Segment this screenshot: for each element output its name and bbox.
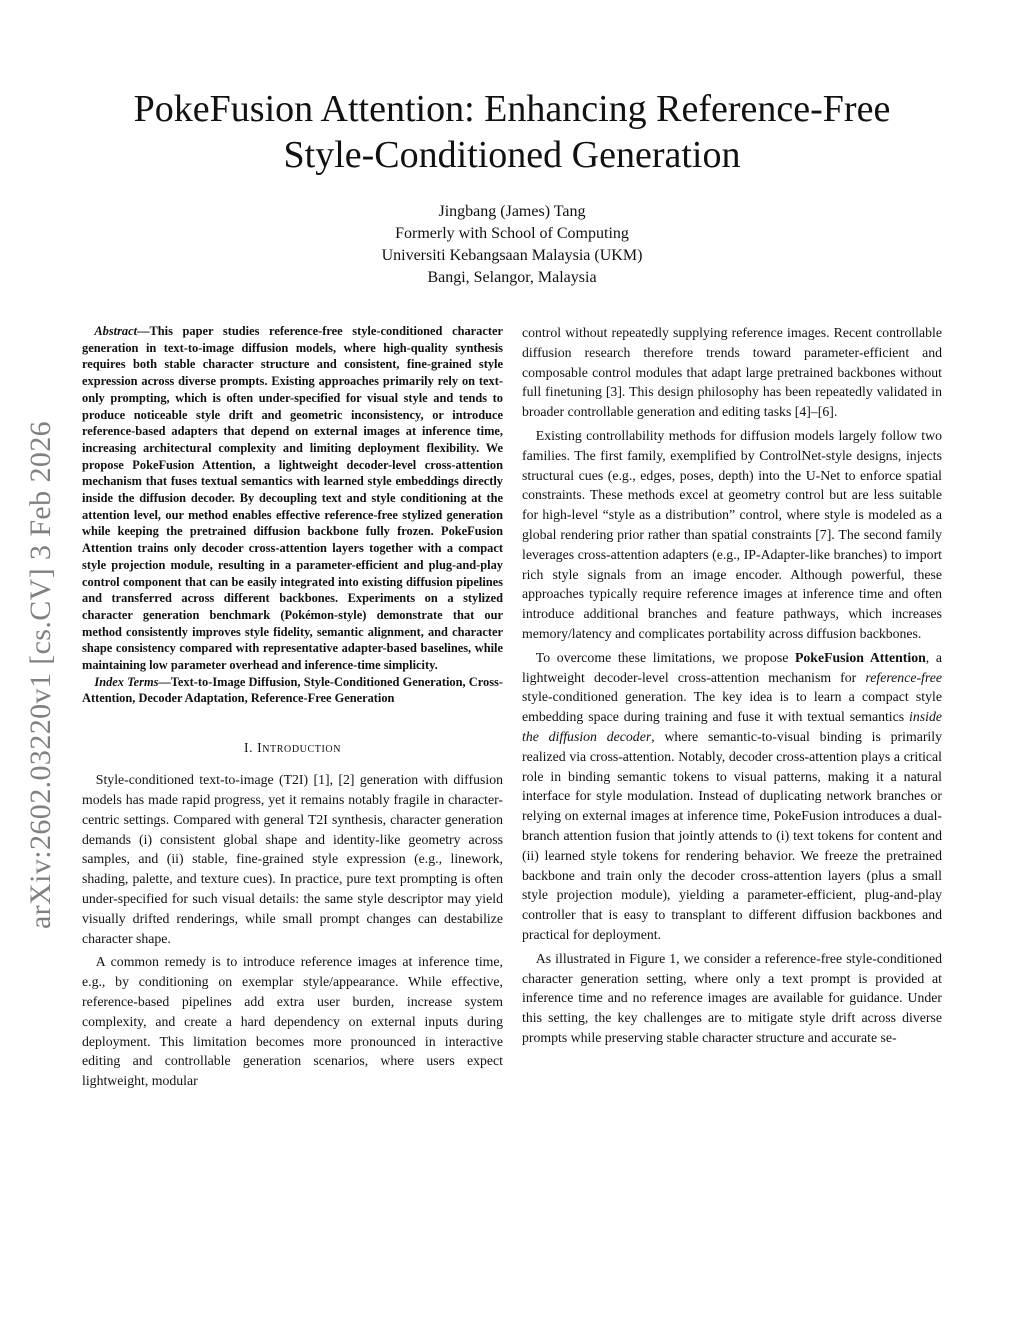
- p3-part-c: style-conditioned generation. The key idea is to learn a compact style embedding space during training and fuse it with textual semantics: [522, 689, 942, 725]
- title-line-1: PokeFusion Attention: Enhancing Reference-Free: [133, 88, 891, 130]
- left-column: [82, 323, 503, 1095]
- title-line-2: Style-Conditioned Generation: [283, 134, 741, 176]
- p3-part-b: , a lightweight decoder-level cross-attention mechanism for: [522, 649, 942, 685]
- intro-paragraph-1: Style-conditioned text-to-image (T2I) [1], [2] generation with diffusion models has made rapid progress, yet it remains notably fragile in character-centric settings. Compared with general T2I synthesis, character generation demands (i) consistent global shape and identity-like geometry across samples, and (ii) stable, fine-grained style expression (e.g., linework, shading, palette, and texture cues). In practice, pure text prompting is often under-specified for such visual details: the same style descriptor may yield visually drifted renderings, while small prompt changes can destabilize character shape.: [82, 772, 503, 946]
- p3-part-d: , where semantic-to-visual binding is primarily realized via cross-attention. Notably, decoder cross-attention plays a critical role in binding semantic tokens to visual patterns, making it a natural interface for style modulation. Instead of duplicating network branches or relying on external images at inference time, PokeFusion introduces a dual-branch attention fusion that jointly attends to (i) text tokens for content and (ii) learned style tokens for rendering behavior. We freeze the pretrained backbone and train only the decoder cross-attention layers (plus a small style projection module), yielding a parameter-efficient, plug-and-play controller that is easy to transplant to different diffusion backbones and practical for deployment.: [522, 728, 942, 942]
- abstract-text: —This paper studies reference-free style-conditioned character generation in text-to-image diffusion models, where high-quality synthesis requires both stable character structure and consistent, fine-grained style expression across diverse prompts. Existing approaches primarily rely on text-only prompting, which is often under-specified for visual style and tends to produce noticeable style drift and geometric inconsistency, or introduce reference-based adapters that depend on external images at inference time, increasing architectural complexity and limiting deployment flexibility. We propose PokeFusion Attention, a lightweight decoder-level cross-attention mechanism that fuses textual semantics with learned style embeddings directly inside the diffusion decoder. By decoupling text and style conditioning at the attention level, our method enables effective reference-free stylized generation while keeping the pretrained diffusion backbone fully frozen. PokeFusion Attention trains only decoder cross-attention layers together with a compact style projection module, resulting in a parameter-efficient and plug-and-play control component that can be easily integrated into existing diffusion pipelines and transferred across different backbones. Experiments on a stylized character generation benchmark (Pokémon-style) demonstrate that our method consistently improves style fidelity, semantic alignment, and character shape consistency compared with representative adapter-based baselines, while maintaining low parameter overhead and inference-time simplicity.: [82, 324, 503, 673]
- section-heading-introduction: I. Introduction: [243, 740, 342, 756]
- abstract-label: Abstract: [94, 324, 138, 338]
- author-affiliation-2: Universiti Kebangsaan Malaysia (UKM): [381, 247, 643, 264]
- right-paragraph-3: [522, 648, 942, 945]
- right-paragraph-1: control without repeatedly supplying reference images. Recent controllable diffusion research therefore trends toward parameter-efficient and composable control modules that adapt large pretrained backbones without full finetuning [3]. This design philosophy has been repeatedly validated in broader controllable generation and editing tasks [4]–[6].: [522, 325, 942, 420]
- paper-title: [60, 86, 964, 178]
- method-name-bold: PokeFusion Attention: [794, 649, 926, 665]
- right-paragraph-2: Existing controllability methods for diffusion models largely follow two families. The first family, exemplified by ControlNet-style designs, injects structural cues (e.g., edges, poses, depth) into the U-Net to enforce spatial constraints. These methods excel at geometry control but are less suitable for high-level “style as a distribution” control, where style is modeled as a global rendering prior rather than spatial constraints [7]. The second family leverages cross-attention adapters (e.g., IP-Adapter-like branches) to import rich style signals from an image encoder. Although powerful, these approaches typically require reference images at inference time and often introduce additional branches and feature pathways, which increases memory/latency and complicates portability across diffusion backbones.: [522, 427, 942, 641]
- reference-free-italic: reference-free: [865, 669, 942, 685]
- arxiv-identifier-stamp[interactable]: [21, 376, 61, 974]
- abstract: [82, 323, 503, 674]
- index-terms-label: Index Terms: [94, 674, 159, 689]
- author-affiliation-1: Formerly with School of Computing: [395, 225, 629, 242]
- arxiv-stamp-text: arXiv:2602.03220v1 [cs.CV] 3 Feb 2026: [24, 420, 57, 930]
- right-paragraph-4: As illustrated in Figure 1, we consider a reference-free style-conditioned character generation setting, where only a text prompt is provided at inference time and no reference images are available for guidance. Under this setting, the key challenges are to mitigate style drift across diverse prompts while preserving stable character structure and accurate se-: [522, 950, 942, 1045]
- intro-paragraph-2: A common remedy is to introduce reference images at inference time, e.g., by conditioning on exemplar style/appearance. While effective, reference-based pipelines add extra user burden, increase system complexity, and create a hard dependency on external inputs during deployment. This limitation becomes more pronounced in interactive editing and controllable generation scenarios, where users expect lightweight, modular: [82, 954, 503, 1089]
- p3-part-a: To overcome these limitations, we propose: [535, 649, 795, 665]
- author-block: [262, 201, 762, 289]
- index-terms-text: —Text-to-Image Diffusion, Style-Conditioned Generation, Cross-Attention, Decoder Adaptation, Reference-Free Generation: [82, 674, 503, 706]
- index-terms: [82, 674, 503, 707]
- inside-decoder-italic: inside the diffusion decoder: [522, 709, 942, 744]
- author-name: Jingbang (James) Tang: [438, 203, 586, 220]
- author-location: Bangi, Selangor, Malaysia: [427, 269, 597, 286]
- right-column: [522, 323, 942, 1052]
